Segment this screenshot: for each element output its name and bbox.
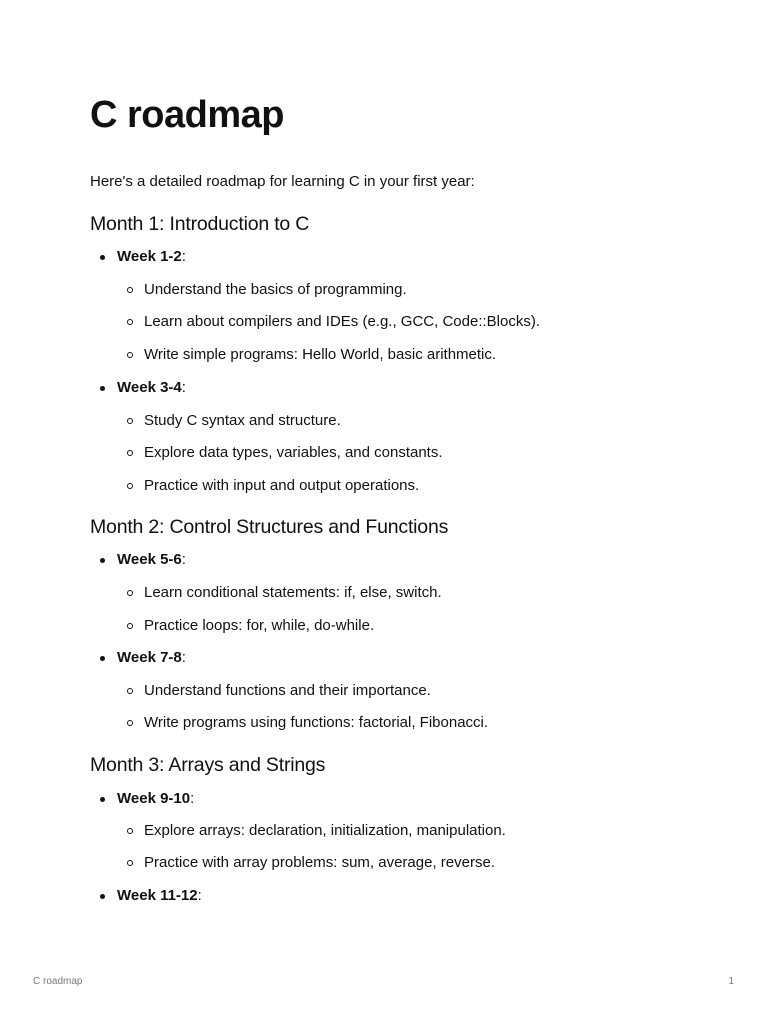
- list-item: Understand the basics of programming.: [144, 281, 407, 298]
- week-label: Week 11-12: [117, 887, 198, 904]
- week-3-4-item: Week 3-4:: [117, 379, 186, 396]
- week-7-8-item: Week 7-8:: [117, 649, 186, 666]
- month-3-heading: Month 3: Arrays and Strings: [90, 754, 326, 776]
- week-label: Week 7-8: [117, 649, 182, 666]
- week-1-2-item: Week 1-2:: [117, 248, 186, 265]
- week-label: Week 9-10: [117, 790, 191, 807]
- list-item: Write simple programs: Hello World, basic arithmetic.: [144, 346, 497, 363]
- week-9-10-item: Week 9-10:: [117, 790, 195, 807]
- week-5-6-item: Week 5-6:: [117, 551, 186, 568]
- list-item: Learn conditional statements: if, else, switch.: [144, 584, 442, 601]
- list-item: Practice with input and output operations.: [144, 477, 420, 494]
- list-item: Study C syntax and structure.: [144, 412, 341, 429]
- page-title: C roadmap: [90, 94, 284, 136]
- month-1-heading: Month 1: Introduction to C: [90, 213, 310, 235]
- intro-paragraph: Here's a detailed roadmap for learning C in your first year:: [90, 173, 475, 190]
- list-item: Write programs using functions: factorial, Fibonacci.: [144, 714, 489, 731]
- list-item: Explore data types, variables, and constants.: [144, 444, 443, 461]
- week-label: Week 3-4: [117, 379, 182, 396]
- week-11-12-item: Week 11-12:: [117, 887, 202, 904]
- week-label: Week 5-6: [117, 551, 182, 568]
- list-item: Explore arrays: declaration, initialization, manipulation.: [144, 822, 506, 839]
- footer-page-number: 1: [728, 976, 734, 987]
- footer-doc-name: C roadmap: [33, 976, 83, 987]
- list-item: Understand functions and their importance.: [144, 682, 431, 699]
- month-2-heading: Month 2: Control Structures and Functions: [90, 516, 449, 538]
- list-item: Practice loops: for, while, do-while.: [144, 617, 375, 634]
- list-item: Learn about compilers and IDEs (e.g., GCC, Code::Blocks).: [144, 313, 541, 330]
- week-label: Week 1-2: [117, 248, 182, 265]
- list-item: Practice with array problems: sum, average, reverse.: [144, 854, 495, 871]
